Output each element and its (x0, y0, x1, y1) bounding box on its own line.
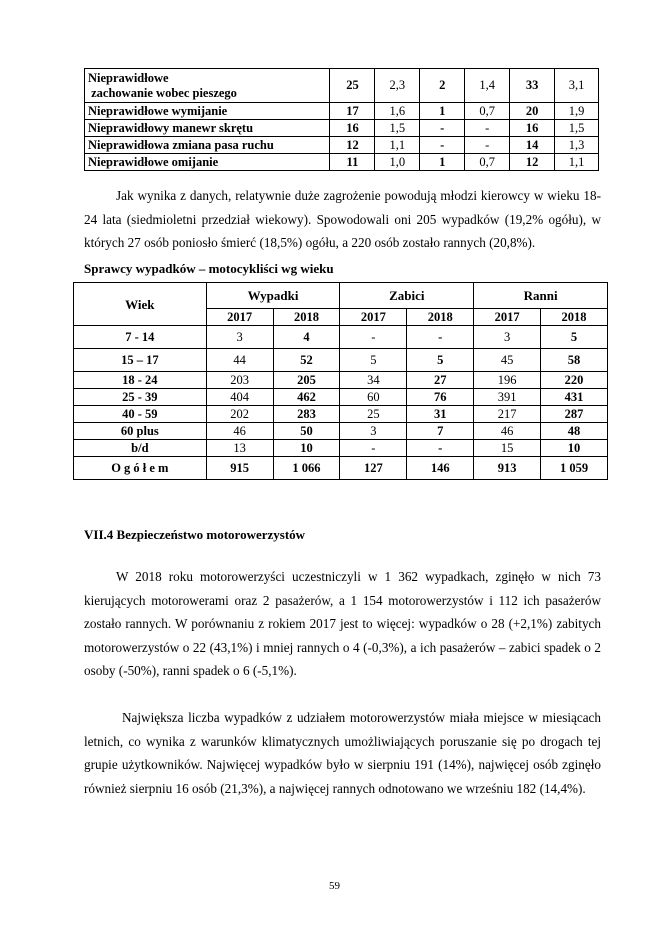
cell: 76 (407, 389, 474, 406)
row-label: O g ó ł e m (74, 457, 207, 480)
header-zabici: Zabici (340, 283, 474, 309)
cell: 0,7 (465, 103, 510, 120)
year-header: 2018 (273, 309, 340, 326)
table-row (74, 389, 608, 406)
cell: 217 (474, 406, 541, 423)
cell: - (465, 120, 510, 137)
cell: 431 (541, 389, 608, 406)
row-label: 60 plus (74, 423, 207, 440)
cell: 34 (340, 372, 407, 389)
table-row (74, 349, 608, 372)
cell: 462 (273, 389, 340, 406)
table-caption: Sprawcy wypadków – motocykliści wg wieku (84, 261, 334, 276)
row-label: 18 - 24 (74, 372, 207, 389)
cell: 48 (541, 423, 608, 440)
cell: 283 (273, 406, 340, 423)
cell: 60 (340, 389, 407, 406)
cell: 1,9 (555, 103, 599, 120)
cell: 1,5 (555, 120, 599, 137)
cell: 13 (206, 440, 273, 457)
cell: 220 (541, 372, 608, 389)
cell: 1,3 (555, 137, 599, 154)
cell: 25 (330, 69, 375, 103)
year-header: 2018 (407, 309, 474, 326)
cell: 52 (273, 349, 340, 372)
row-label: Nieprawidłowe wymijanie (85, 103, 330, 120)
cell: 196 (474, 372, 541, 389)
cell: 3 (474, 326, 541, 349)
cell: 16 (510, 120, 555, 137)
cell: 1,1 (375, 137, 420, 154)
paragraph-moped-stats: W 2018 roku motorowerzyści uczestniczyli w 1 362 wypadkach, zginęło w nich 73 kierujących motorowerami oraz 2 pasażerów, a 1 154 motorowerzystów i 112 ich pasażerów zostało rannych. W porównaniu z rokiem 2017 jest to więcej: wypadków o 28 (+2,1%) zabitych motorowerzystów o 22 (43,1%) i mniej rannych o 4 (-0,3%), a ich pasażerów – zabici spadek o 2 osoby (-50%), ranni spadek o 6 (-5,1%). (84, 569, 601, 678)
cell: 2,3 (375, 69, 420, 103)
cell: 27 (407, 372, 474, 389)
cell: 205 (273, 372, 340, 389)
year-header: 2018 (541, 309, 608, 326)
total-row (74, 457, 608, 480)
cell: 14 (510, 137, 555, 154)
cell: 10 (273, 440, 340, 457)
paragraph-young-drivers: Jak wynika z danych, relatywnie duże zagrożenie powodują młodzi kierowcy w wieku 18-24 lata (siedmioletni przedział wiekowy). Spowodowali oni 205 wypadków (19,2% ogółu), w których 27 osób poniosło śmierć (18,5%) ogółu, a 220 osób zostało rannych (20,8%). (84, 188, 601, 250)
cell: 3 (206, 326, 273, 349)
cell: 913 (474, 457, 541, 480)
section-heading: VII.4 Bezpieczeństwo motorowerzystów (84, 527, 306, 542)
cell: 5 (541, 326, 608, 349)
table-row (85, 69, 599, 103)
header-ranni: Ranni (474, 283, 608, 309)
cell: 404 (206, 389, 273, 406)
row-label: 15 – 17 (74, 349, 207, 372)
cell: 11 (330, 154, 375, 171)
table-row (74, 406, 608, 423)
cell: 3 (340, 423, 407, 440)
row-label: Nieprawidłowy manewr skrętu (85, 120, 330, 137)
table-row (74, 423, 608, 440)
table-row (74, 326, 608, 349)
table-row (85, 154, 599, 171)
cell: - (407, 440, 474, 457)
cell: - (420, 120, 465, 137)
table-row (74, 440, 608, 457)
row-label: b/d (74, 440, 207, 457)
cell: - (407, 326, 474, 349)
cell: - (420, 137, 465, 154)
cell: 146 (407, 457, 474, 480)
cell: - (465, 137, 510, 154)
cell: 7 (407, 423, 474, 440)
cell: 46 (474, 423, 541, 440)
row-label: Nieprawidłowe omijanie (85, 154, 330, 171)
row-label: 7 - 14 (74, 326, 207, 349)
cell: 0,7 (465, 154, 510, 171)
table-row (85, 137, 599, 154)
cell: 45 (474, 349, 541, 372)
row-label: Nieprawidłowe zachowanie wobec pieszego (85, 69, 330, 103)
cell: 10 (541, 440, 608, 457)
cell: 15 (474, 440, 541, 457)
cell: 33 (510, 69, 555, 103)
cell: 915 (206, 457, 273, 480)
cell: 46 (206, 423, 273, 440)
cell: 1,5 (375, 120, 420, 137)
cell: 1 066 (273, 457, 340, 480)
cell: 1,4 (465, 69, 510, 103)
cell: 2 (420, 69, 465, 103)
cell: 391 (474, 389, 541, 406)
year-header: 2017 (474, 309, 541, 326)
cell: 5 (407, 349, 474, 372)
cell: 127 (340, 457, 407, 480)
cell: 203 (206, 372, 273, 389)
header-wypadki: Wypadki (206, 283, 340, 309)
cell: 1,6 (375, 103, 420, 120)
cell: 20 (510, 103, 555, 120)
cell: 12 (510, 154, 555, 171)
cell: 16 (330, 120, 375, 137)
cell: 1 (420, 103, 465, 120)
causes-table (84, 68, 599, 171)
page-number: 59 (329, 880, 340, 892)
cell: 3,1 (555, 69, 599, 103)
cell: 58 (541, 349, 608, 372)
cell: 1,0 (375, 154, 420, 171)
cell: 44 (206, 349, 273, 372)
header-row (74, 283, 608, 309)
header-wiek: Wiek (74, 283, 207, 326)
row-label: 40 - 59 (74, 406, 207, 423)
cell: 1 059 (541, 457, 608, 480)
table-row (85, 120, 599, 137)
cell: - (340, 326, 407, 349)
cell: 1 (420, 154, 465, 171)
cell: 31 (407, 406, 474, 423)
cell: 287 (541, 406, 608, 423)
cell: 25 (340, 406, 407, 423)
year-header: 2017 (340, 309, 407, 326)
cell: 17 (330, 103, 375, 120)
paragraph-moped-months: Największa liczba wypadków z udziałem motorowerzystów miała miejsce w miesiącach letnich, co wynika z warunków klimatycznych umożliwiających poruszanie się po drogach tej grupie użytkowników. Najwięcej wypadków było w sierpniu 191 (14%), najwięcej osób zginęło również sierpniu 16 osób (21,3%), a najwięcej rannych odnotowano we wrześniu 182 (14,4%). (84, 710, 601, 796)
table-row (85, 103, 599, 120)
row-label: 25 - 39 (74, 389, 207, 406)
cell: 5 (340, 349, 407, 372)
cell: 50 (273, 423, 340, 440)
motorcyclists-by-age-table (73, 282, 608, 480)
cell: 4 (273, 326, 340, 349)
cell: - (340, 440, 407, 457)
year-header: 2017 (206, 309, 273, 326)
table-row (74, 372, 608, 389)
cell: 202 (206, 406, 273, 423)
cell: 12 (330, 137, 375, 154)
row-label: Nieprawidłowa zmiana pasa ruchu (85, 137, 330, 154)
cell: 1,1 (555, 154, 599, 171)
